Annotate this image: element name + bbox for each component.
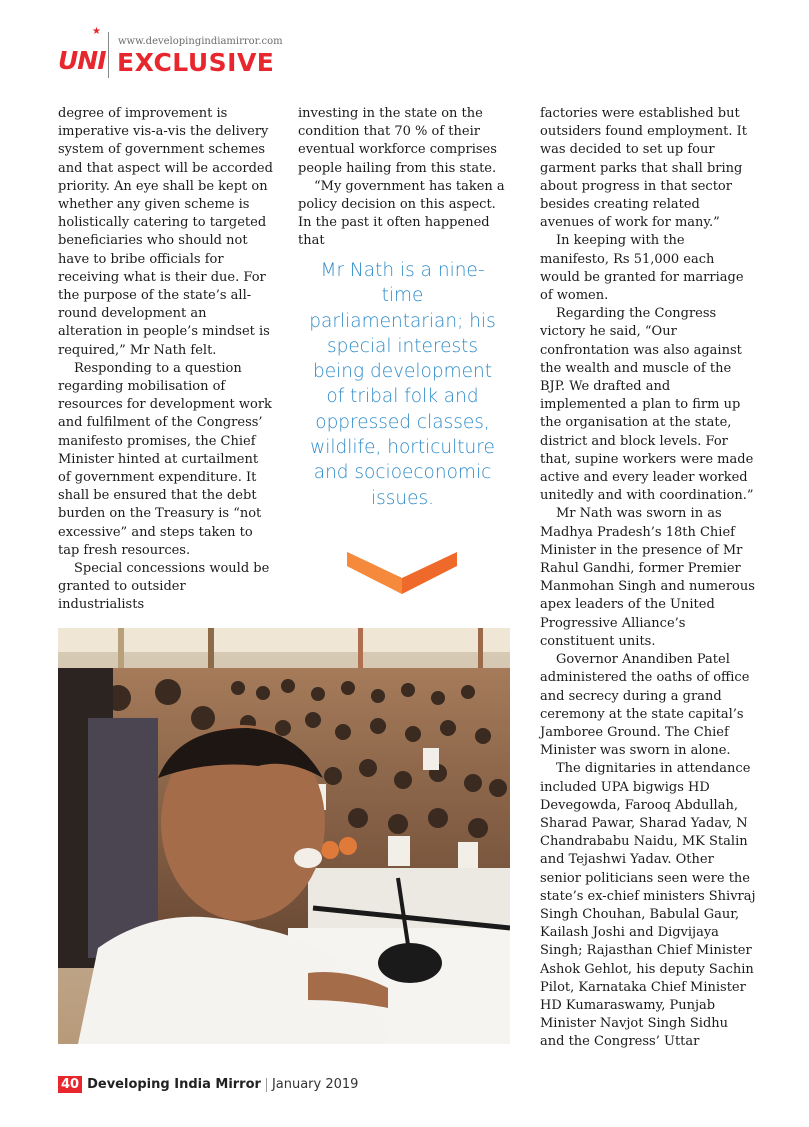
- paragraph: Governor Anandiben Patel administered the oaths of office and secrecy during a grand ceremony at the state capital’s Jamboree Ground. The Chief Minister was sworn in alone.: [540, 652, 750, 759]
- article-column-2: [298, 105, 512, 251]
- paragraph: The dignitaries in attendance included UPA bigwigs HD Devegowda, Farooq Abdullah, Sharad Pawar, Sharad Yadav, N Chandrababu Naidu, MK Stalin and Tejashwi Yadav. Other senior politicians seen were the state’s ex-chief ministers Shivraj Singh Chouhan, Babulal Gaur, Kailash Joshi and Digvijaya Singh; Rajasthan Chief Minister Ashok Gehlot, his deputy Sachin Pilot, Karnataka Chief Minister HD Kumaraswamy, Punjab Minister Navjot Singh Sidhu and the Congress’ Uttar: [540, 761, 756, 1050]
- uni-logo: UNI: [58, 46, 106, 75]
- paragraph: investing in the state on the condition that 70 % of their eventual workforce comprises people hailing from this state.: [298, 106, 497, 176]
- rally-photo: [58, 628, 510, 1044]
- paragraph: Special concessions would be granted to outsider industrialists: [58, 561, 270, 613]
- issue-date: January 2019: [271, 1077, 359, 1092]
- paragraph: Responding to a question regarding mobilisation of resources for development work and fulfilment of the Congress’ manifesto promises, the Chief Minister hinted at curtailment of government expenditure. It shall be ensured that the debt burden on the Treasury is “not excessive” and steps taken to tap fresh resources.: [58, 360, 272, 558]
- page-number: 40: [58, 1076, 82, 1093]
- footer-divider: [266, 1078, 267, 1092]
- paragraph: Mr Nath was sworn in as Madhya Pradesh’s 18th Chief Minister in the presence of Mr Rahul Gandhi, former Premier Manmohan Singh and numerous apex leaders of the United Progressive Alliance’s constituent units.: [540, 506, 755, 649]
- chevron-down-icon: [347, 548, 457, 596]
- page-footer: [58, 1076, 358, 1093]
- article-column-3: [540, 105, 756, 1052]
- section-label: EXCLUSIVE: [117, 48, 275, 77]
- paragraph: “My government has taken a policy decision on this aspect. In the past it often happened that: [298, 178, 505, 249]
- logo-star-icon: ★: [92, 26, 101, 37]
- pull-quote: Mr Nath is a nine-time parliamentarian; his special interests being development of tribal folk and oppressed classes, wildlife, horticulture and socioeconomic issues.: [309, 260, 496, 509]
- paragraph: Regarding the Congress victory he said, “Our confrontation was also against the wealth and muscle of the BJP. We drafted and implemented a plan to firm up the organisation at the state, district and block levels. For that, supine workers were made active and every leader worked unitedly and with coordination.”: [540, 306, 754, 504]
- paragraph: factories were established but outsiders found employment. It was decided to set up four garment parks that shall bring about progress in that sector besides creating related avenues of work for many.”: [540, 106, 748, 231]
- magazine-name: Developing India Mirror: [87, 1077, 261, 1092]
- site-url[interactable]: www.developingindiamirror.com: [118, 36, 283, 47]
- rally-photo-illustration: [58, 628, 510, 1044]
- masthead-divider: [108, 32, 109, 78]
- paragraph: degree of improvement is imperative vis-a-vis the delivery system of government schemes and that aspect will be accorded priority. An eye shall be kept on whether any given scheme is holistically catering to targeted beneficiaries who should not have to bribe officials for receiving what is their due. For the purpose of the state’s all-round development an alteration in people’s mindset is required,” Mr Nath felt.: [58, 106, 273, 358]
- paragraph: In keeping with the manifesto, Rs 51,000 each would be granted for marriage of women.: [540, 233, 744, 304]
- article-column-1: [58, 105, 274, 615]
